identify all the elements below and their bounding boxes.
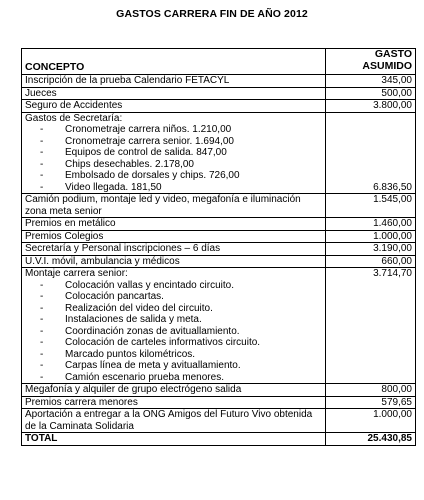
table-row [22, 194, 416, 218]
header-concept [22, 49, 326, 75]
row-concept: U.V.I. móvil, ambulancia y médicos [22, 255, 326, 268]
montaje-concept [22, 268, 326, 384]
list-item: - Equipos de control de salida. 847,00 [25, 147, 322, 159]
secretaria-items [25, 124, 322, 193]
header-amount-line1: GASTO [374, 48, 412, 60]
document-title: GASTOS CARRERA FIN DE AÑO 2012 [116, 8, 308, 20]
row-amount: 579,65 [326, 396, 416, 409]
row-concept: Premios Colegios [22, 230, 326, 243]
table-row [22, 243, 416, 256]
list-item: - Coordinación zonas de avituallamiento. [25, 326, 322, 338]
expenses-table [21, 48, 416, 446]
secretaria-title: Gastos de Secretaría: [25, 112, 123, 124]
row-amount: 3.190,00 [326, 243, 416, 256]
row-amount: 800,00 [326, 384, 416, 397]
row-concept: Aportación a entregar a la ONG Amigos del Futuro Vivo obtenida de la Caminata Solidaria [22, 409, 326, 433]
table-row [22, 384, 416, 397]
list-item: - Realización del video del circuito. [25, 303, 322, 315]
list-item: - Cronometraje carrera senior. 1.694,00 [25, 136, 322, 148]
row-concept: Premios en metálico [22, 218, 326, 231]
list-item: - Instalaciones de salida y meta. [25, 314, 322, 326]
row-concept: Jueces [22, 87, 326, 100]
secretaria-amount: 6.836,50 [326, 112, 416, 194]
row-amount: 1.000,00 [326, 230, 416, 243]
table-header-row [22, 49, 416, 75]
header-concept-label: CONCEPTO [25, 60, 85, 73]
table-row-secretaria [22, 112, 416, 194]
list-item: - Video llegada. 181,50 [25, 182, 322, 194]
row-concept: Premios carrera menores [22, 396, 326, 409]
montaje-title: Montaje carrera senior: [25, 268, 128, 279]
row-amount: 1.000,00 [326, 409, 416, 433]
row-amount: 3.800,00 [326, 100, 416, 113]
total-row [22, 433, 416, 446]
table-row [22, 75, 416, 88]
list-item: - Embolsado de dorsales y chips. 726,00 [25, 170, 322, 182]
table-row [22, 218, 416, 231]
list-item: - Cronometraje carrera niños. 1.210,00 [25, 124, 322, 136]
total-amount: 25.430,85 [326, 433, 416, 446]
row-amount: 660,00 [326, 255, 416, 268]
row-amount: 500,00 [326, 87, 416, 100]
total-label: TOTAL [22, 433, 326, 446]
table-row [22, 409, 416, 433]
secretaria-concept [22, 112, 326, 194]
table-row [22, 230, 416, 243]
list-item: - Colocación de carteles informativos circuito. [25, 337, 322, 349]
list-item: - Colocación vallas y encintado circuito. [25, 280, 322, 292]
list-item: - Colocación pancartas. [25, 291, 322, 303]
row-concept: Inscripción de la prueba Calendario FETACYL [22, 75, 326, 88]
header-amount [326, 49, 416, 75]
list-item: - Marcado puntos kilométricos. [25, 349, 322, 361]
row-concept: Megafonía y alquiler de grupo electrógeno salida [22, 384, 326, 397]
row-concept: Camión podium, montaje led y video, megafonía e iluminación zona meta senior [22, 194, 326, 218]
list-item: - Carpas línea de meta y avituallamiento. [25, 360, 322, 372]
list-item: - Chips desechables. 2.178,00 [25, 159, 322, 171]
table-row-montaje [22, 268, 416, 384]
montaje-amount: 3.714,70 [326, 268, 416, 384]
table-row [22, 100, 416, 113]
row-amount: 1.460,00 [326, 218, 416, 231]
table-row [22, 87, 416, 100]
row-amount: 345,00 [326, 75, 416, 88]
montaje-items [25, 280, 322, 384]
row-concept: Secretaría y Personal inscripciones – 6 días [22, 243, 326, 256]
row-concept: Seguro de Accidentes [22, 100, 326, 113]
list-item: - Camión escenario prueba menores. [25, 372, 322, 384]
row-amount: 1.545,00 [326, 194, 416, 218]
header-amount-line2: ASUMIDO [362, 59, 412, 72]
table-row [22, 396, 416, 409]
table-row [22, 255, 416, 268]
